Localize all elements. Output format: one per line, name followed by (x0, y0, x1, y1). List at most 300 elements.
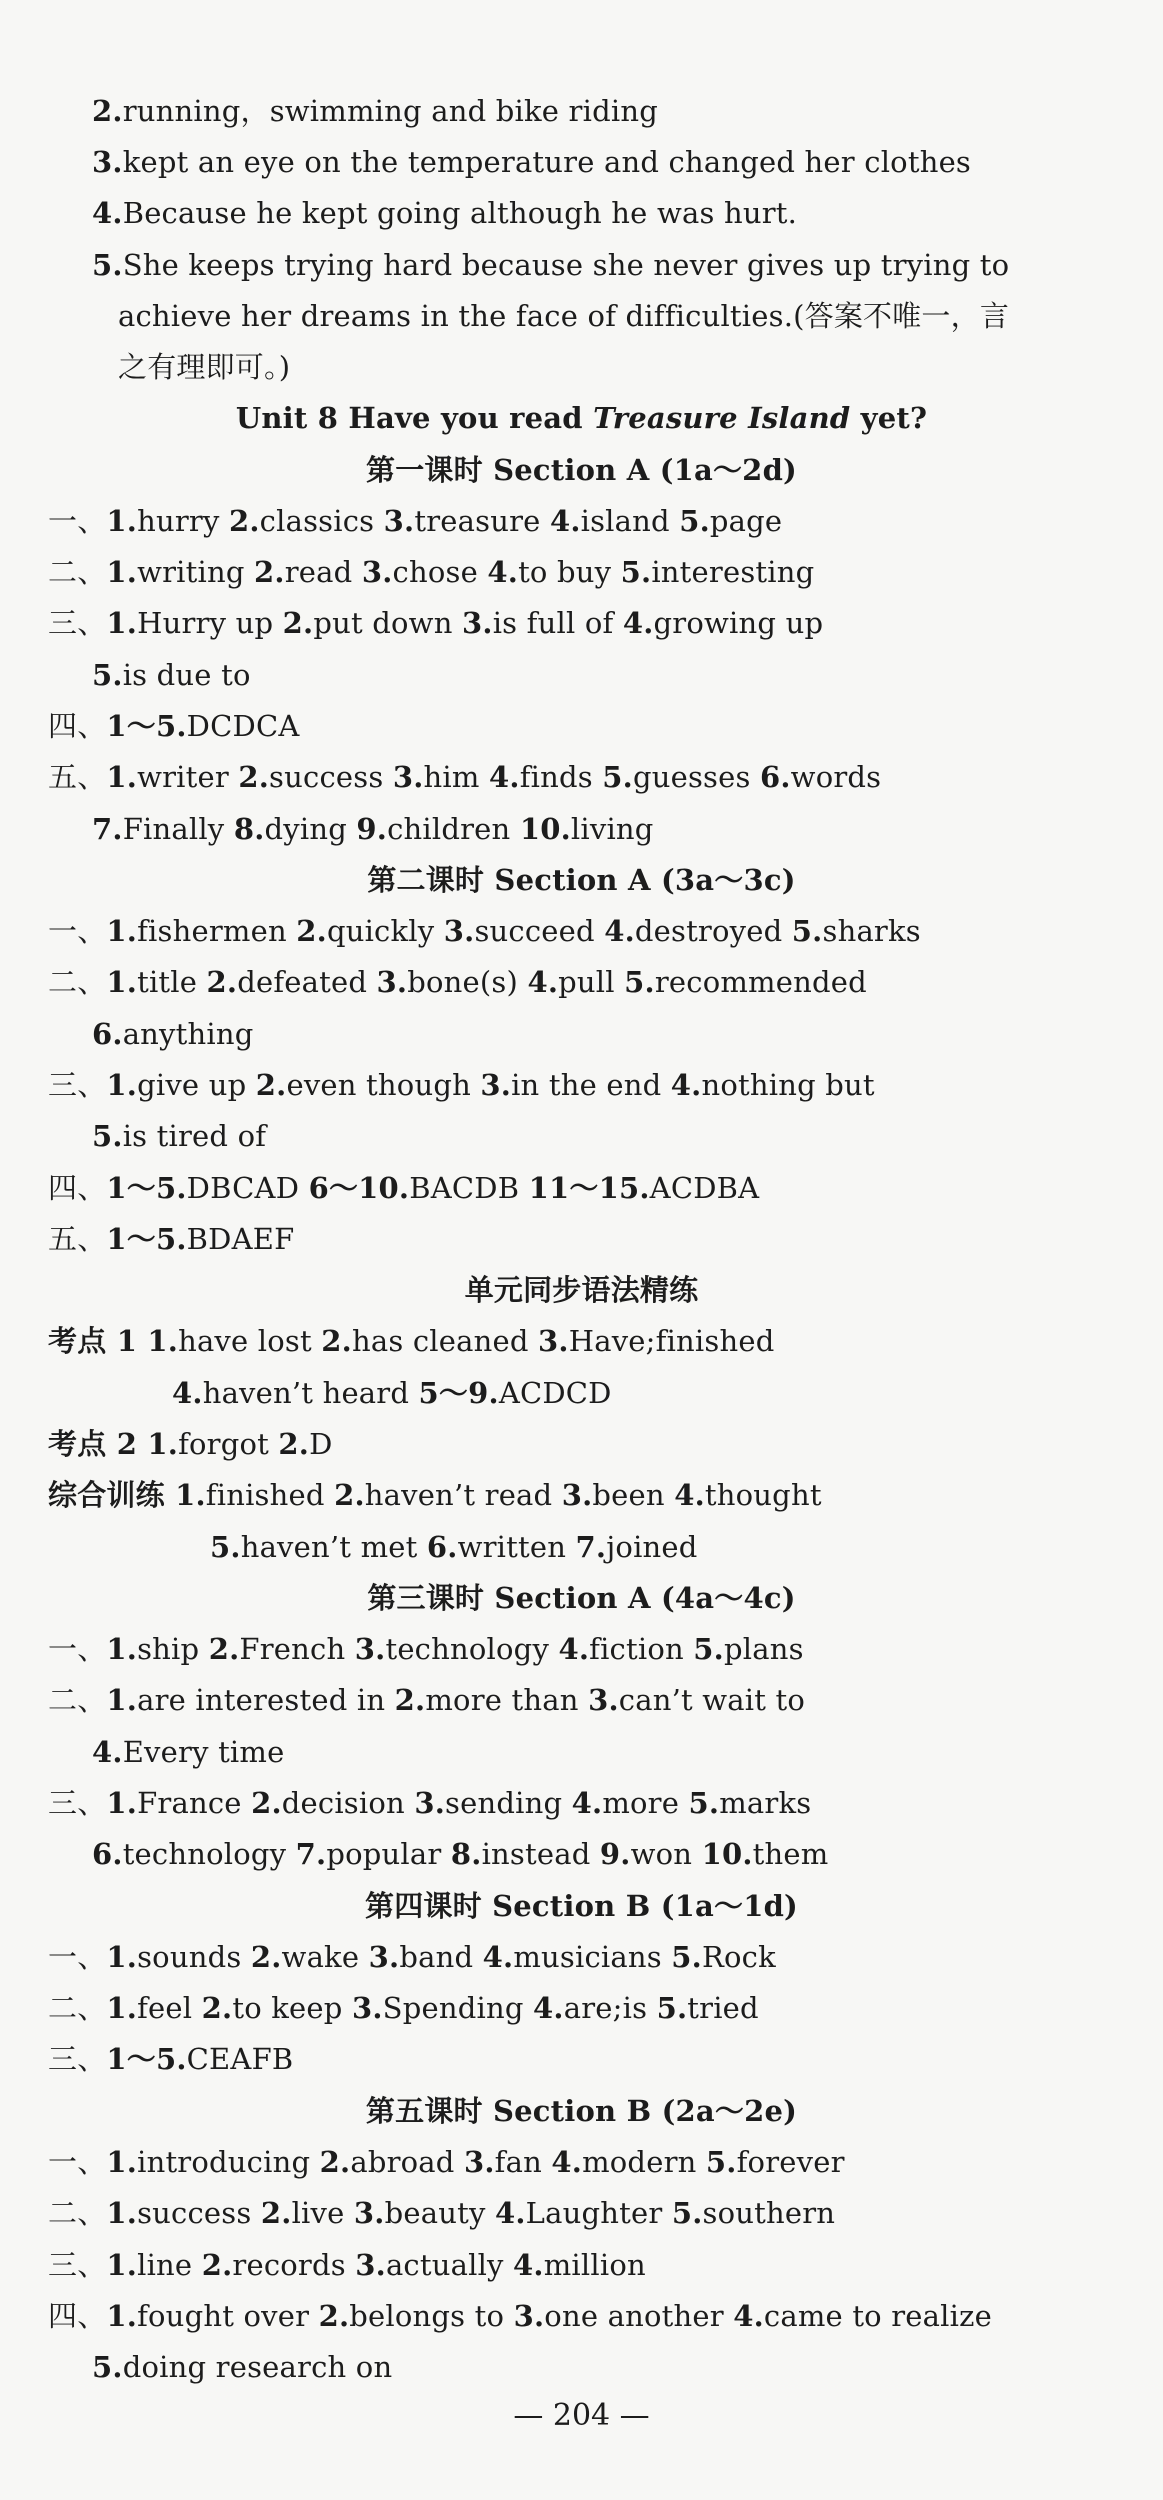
answer-number: 2. (201, 1991, 233, 2025)
answer-line (92, 193, 797, 233)
answer-text: fan (494, 2145, 552, 2179)
answer-number: 4. (513, 2248, 544, 2282)
answer-number: 3. (392, 760, 424, 794)
answer-line (48, 962, 867, 1002)
answer-line (118, 347, 290, 387)
answer-line (48, 2039, 293, 2079)
answer-number: 5. (92, 658, 123, 692)
answer-number: 5. (679, 504, 710, 538)
answer-text: haven’t read (364, 1478, 562, 1512)
answer-text: defeated (237, 965, 377, 999)
answer-number: 第五课时 Section B (2a～2e) (365, 2094, 798, 2128)
answer-number: 5. (602, 760, 633, 794)
answer-line (210, 1527, 698, 1567)
answer-text: French (239, 1632, 355, 1666)
answer-text: can’t wait to (618, 1683, 806, 1717)
answer-number: 4. (92, 1735, 123, 1769)
answer-line (48, 501, 782, 541)
answer-number: 2. (92, 94, 123, 128)
answer-number: 4. (482, 1940, 514, 1974)
answer-number: 3. (361, 555, 393, 589)
answer-number: 2. (201, 2248, 233, 2282)
answer-line (92, 142, 971, 182)
answer-number: 综合训练 (48, 1478, 176, 1512)
answer-line (92, 1014, 254, 1054)
answer-line (48, 1321, 774, 1361)
section-heading (0, 2091, 1163, 2131)
answer-number: 4. (551, 2145, 583, 2179)
answer-number: 考点 2 (48, 1427, 148, 1461)
answer-text: 一、 (48, 504, 107, 538)
answer-number: 1. (106, 1991, 138, 2025)
answer-text: DBCAD (186, 1171, 309, 1205)
answer-text: actually (385, 2248, 514, 2282)
answer-number: 2. (319, 2145, 351, 2179)
answer-number: 1～5. (106, 1171, 187, 1205)
answer-line (48, 1680, 805, 1720)
answer-text: band (399, 1940, 483, 1974)
answer-number: 2. (208, 1632, 240, 1666)
answer-text: 二、 (48, 2196, 107, 2230)
answer-number: 3. (462, 606, 493, 640)
answer-text: Laughter (525, 2196, 672, 2230)
answer-text: writing (137, 555, 255, 589)
answer-text: abroad (350, 2145, 464, 2179)
answer-text: BDAEF (186, 1222, 295, 1256)
answer-text: is full of (492, 606, 623, 640)
answer-text: 三、 (48, 1786, 107, 1820)
answer-text: anything (122, 1017, 254, 1051)
answer-number: 2. (394, 1683, 426, 1717)
answer-text: Hurry up (137, 606, 283, 640)
answer-number: 5. (92, 248, 123, 282)
answer-number: 4. (604, 914, 635, 948)
answer-text: page (709, 504, 783, 538)
answer-number: 3. (353, 2196, 385, 2230)
answer-text: written (457, 1530, 576, 1564)
answer-text: succeed (474, 914, 605, 948)
answer-line (92, 1116, 266, 1156)
answer-text: 二、 (48, 965, 107, 999)
answer-number: 9. (599, 1837, 631, 1871)
answer-number: 1. (106, 1940, 138, 1974)
answer-number: 4. (571, 1786, 603, 1820)
answer-number: 8. (233, 812, 265, 846)
answer-number: 8. (450, 1837, 482, 1871)
answer-text: France (137, 1786, 252, 1820)
answer-number: 第四课时 Section B (1a～1d) (365, 1889, 798, 1923)
answer-number: 7. (295, 1837, 327, 1871)
answer-text: 五、 (48, 760, 107, 794)
answer-text: southern (702, 2196, 836, 2230)
answer-text: marks (719, 1786, 812, 1820)
answer-text: nothing but (701, 1068, 875, 1102)
answer-text: read (284, 555, 362, 589)
answer-text: more (602, 1786, 689, 1820)
answer-text: achieve her dreams in the face of difficulties.(答案不唯一，言 (118, 299, 1010, 333)
answer-text: even though (286, 1068, 481, 1102)
answer-line (48, 1168, 759, 1208)
answer-text: words (790, 760, 882, 794)
answer-text: modern (582, 2145, 706, 2179)
answer-text: has cleaned (351, 1324, 539, 1358)
answer-number: 1. (106, 2299, 138, 2333)
answer-number: 1. (106, 1632, 138, 1666)
answer-line (92, 809, 654, 849)
answer-number: 1～5. (106, 709, 187, 743)
answer-number: 3. (383, 504, 415, 538)
answer-number: 4. (494, 2196, 526, 2230)
answer-number: 6. (759, 760, 791, 794)
answer-number: 5. (624, 965, 655, 999)
answer-text: 三、 (48, 2248, 107, 2282)
answer-text: recommended (654, 965, 867, 999)
answer-text: them (752, 1837, 829, 1871)
answer-number: 3. (355, 2248, 386, 2282)
answer-line (92, 91, 658, 131)
section-heading (0, 1270, 1163, 1310)
answer-text: 三、 (48, 1068, 107, 1102)
answer-number: 2. (254, 555, 285, 589)
answer-text: 一、 (48, 1632, 107, 1666)
answer-line (48, 1475, 822, 1515)
answer-text: are interested in (137, 1683, 395, 1717)
answer-line (48, 1937, 776, 1977)
answer-number: 2. (278, 1427, 310, 1461)
answer-line (48, 2142, 845, 2182)
answer-number: 4. (549, 504, 581, 538)
answer-number: 1. (147, 1427, 179, 1461)
answer-text: are;is (563, 1991, 657, 2025)
answer-number: 4. (527, 965, 559, 999)
answer-text: ship (137, 1632, 209, 1666)
answer-text: finds (519, 760, 603, 794)
answer-number: 2. (238, 760, 270, 794)
answer-line (48, 1065, 875, 1105)
answer-text: to buy (518, 555, 621, 589)
answer-number: 3. (443, 914, 475, 948)
answer-text: 三、 (48, 606, 107, 640)
answer-text: joined (606, 1530, 698, 1564)
answer-line (48, 2193, 835, 2233)
answer-text: dying (264, 812, 357, 846)
answer-number: 2. (206, 965, 238, 999)
answer-text: came to realize (763, 2299, 992, 2333)
answer-number: 1. (106, 2196, 138, 2230)
answer-line (48, 1783, 811, 1823)
answer-text: 一、 (48, 914, 107, 948)
answer-number: 4. (92, 196, 123, 230)
answer-text: him (423, 760, 490, 794)
answer-number: 5. (671, 1940, 702, 1974)
page-number: — 204 — (513, 2398, 650, 2433)
answer-line (48, 911, 921, 951)
answer-number: 5. (705, 2145, 737, 2179)
section-heading (0, 1578, 1163, 1618)
answer-number: 7. (92, 812, 123, 846)
answer-number: 2. (251, 1786, 282, 1820)
answer-number: 2. (321, 1324, 352, 1358)
answer-text: haven’t met (240, 1530, 427, 1564)
answer-text: Spending (382, 1991, 534, 2025)
answer-line (92, 1834, 828, 1874)
answer-number: 3. (414, 1786, 446, 1820)
answer-line (172, 1373, 612, 1413)
answer-number: 1. (106, 965, 138, 999)
answer-number: 2. (255, 1068, 287, 1102)
answer-line (48, 1988, 759, 2028)
answer-number: 3. (376, 965, 408, 999)
answer-text: technology (122, 1837, 296, 1871)
answer-text: growing up (653, 606, 824, 640)
answer-text: hurry (137, 504, 229, 538)
answer-number: 1～5. (106, 1222, 187, 1256)
answer-number: 6. (92, 1017, 123, 1051)
answer-line (92, 1732, 284, 1772)
answer-text: ACDBA (649, 1171, 760, 1205)
answer-text: finished (205, 1478, 335, 1512)
answer-number: 第一课时 Section A (1a～2d) (366, 453, 797, 487)
answer-text: records (232, 2248, 356, 2282)
answer-number: 3. (538, 1324, 569, 1358)
answer-text: ACDCD (498, 1376, 612, 1410)
answer-text: 一、 (48, 2145, 107, 2179)
answer-text: popular (326, 1837, 451, 1871)
answer-text: island (580, 504, 680, 538)
answer-number: 2. (334, 1478, 365, 1512)
section-heading (0, 450, 1163, 490)
answer-number: 5. (791, 914, 823, 948)
answer-number: 5. (92, 2350, 123, 2384)
answer-number: 4. (558, 1632, 590, 1666)
answer-text: wake (281, 1940, 369, 1974)
answer-text: running，swimming and bike riding (122, 94, 658, 128)
answer-line (48, 1629, 804, 1669)
answer-text: 四、 (48, 709, 107, 743)
answer-number: 1. (106, 504, 138, 538)
answer-number: 5. (671, 2196, 703, 2230)
unit-title-book: Treasure Island (593, 401, 851, 435)
answer-number: 2. (282, 606, 314, 640)
answer-number: 4. (733, 2299, 764, 2333)
answer-line (48, 1219, 294, 1259)
answer-number: 第三课时 Section A (4a～4c) (367, 1581, 796, 1615)
unit-title (0, 398, 1163, 438)
answer-number: 10. (519, 812, 571, 846)
answer-line (48, 552, 814, 592)
answer-number: 3. (588, 1683, 619, 1717)
answer-number: 5. (210, 1530, 241, 1564)
answer-text: pull (558, 965, 625, 999)
answer-text: D (309, 1427, 333, 1461)
answer-number: 1. (106, 1786, 138, 1820)
answer-text: Because he kept going although he was hurt. (122, 196, 798, 230)
answer-text: bone(s) (407, 965, 528, 999)
answer-text: instead (481, 1837, 600, 1871)
answer-number: 1. (106, 2248, 138, 2282)
answer-number: 5. (688, 1786, 720, 1820)
answer-number: 考点 1 (48, 1324, 148, 1358)
answer-text: is due to (122, 658, 251, 692)
answer-number: 4. (674, 1478, 705, 1512)
answer-text: one another (544, 2299, 734, 2333)
answer-text: title (137, 965, 207, 999)
answer-number: 3. (480, 1068, 512, 1102)
answer-line (48, 603, 823, 643)
answer-text: doing research on (122, 2350, 393, 2384)
answer-text: beauty (384, 2196, 495, 2230)
answer-text: 三、 (48, 2042, 107, 2076)
answer-text: tried (687, 1991, 759, 2025)
answer-number: 3. (368, 1940, 400, 1974)
answer-text: put down (313, 606, 462, 640)
answer-number: 5. (693, 1632, 724, 1666)
answer-number: 6. (426, 1530, 458, 1564)
answer-line (92, 655, 251, 695)
answer-text: She keeps trying hard because she never gives up trying to (122, 248, 1010, 282)
answer-number: 1. (106, 555, 138, 589)
answer-number: 4. (670, 1068, 702, 1102)
answer-number: 1. (106, 760, 138, 794)
answer-text: 二、 (48, 555, 107, 589)
answer-text: treasure (414, 504, 550, 538)
answer-number: 4. (622, 606, 654, 640)
answer-number: 5～9. (418, 1376, 499, 1410)
answer-text: haven’t heard (202, 1376, 419, 1410)
answer-text: decision (281, 1786, 415, 1820)
answer-text: Have;finished (568, 1324, 775, 1358)
answer-number: 9. (356, 812, 388, 846)
answer-number: 5. (620, 555, 652, 589)
answer-text: give up (137, 1068, 256, 1102)
answer-text: thought (704, 1478, 822, 1512)
answer-number: 10. (701, 1837, 753, 1871)
answer-line (92, 2347, 392, 2387)
answer-text: been (592, 1478, 675, 1512)
answer-text: Every time (122, 1735, 285, 1769)
answer-number: 2. (260, 2196, 292, 2230)
answer-number: 4. (533, 1991, 564, 2025)
section-heading (0, 1886, 1163, 1926)
answer-text: classics (259, 504, 384, 538)
answer-line (48, 2296, 992, 2336)
answer-text: chose (392, 555, 488, 589)
answer-number: 第二课时 Section A (3a～3c) (367, 863, 796, 897)
answer-number: 11～15. (528, 1171, 650, 1205)
answer-text: musicians (513, 1940, 672, 1974)
answer-text: Rock (701, 1940, 776, 1974)
answer-line (48, 2245, 646, 2285)
answer-number: 3. (354, 1632, 386, 1666)
answer-number: 3. (561, 1478, 593, 1512)
answer-number: 2. (318, 2299, 350, 2333)
answer-text: forever (736, 2145, 845, 2179)
answer-number: 3. (92, 145, 123, 179)
answer-number: 3. (463, 2145, 495, 2179)
answer-text: children (387, 812, 520, 846)
answer-text: have lost (178, 1324, 322, 1358)
answer-line (48, 706, 300, 746)
answer-text: kept an eye on the temperature and changed her clothes (122, 145, 972, 179)
answer-text: DCDCA (186, 709, 300, 743)
answer-text: success (269, 760, 393, 794)
answer-text: writer (137, 760, 239, 794)
answer-text: success (137, 2196, 261, 2230)
answer-number: 1. (106, 2145, 138, 2179)
answer-text: sharks (822, 914, 921, 948)
answer-text: 二、 (48, 1683, 107, 1717)
answer-number: 1. (106, 914, 138, 948)
answer-text: to keep (232, 1991, 352, 2025)
answer-line (92, 245, 1009, 285)
answer-text: BACDB (409, 1171, 529, 1205)
answer-number: 2. (228, 504, 260, 538)
answer-number: 5. (92, 1119, 123, 1153)
answer-line (118, 296, 1009, 336)
answer-text: line (137, 2248, 202, 2282)
answer-text: is tired of (122, 1119, 267, 1153)
answer-text: live (291, 2196, 354, 2230)
answer-text: 四、 (48, 2299, 107, 2333)
answer-number: 2. (250, 1940, 282, 1974)
answer-number: 5. (656, 1991, 688, 2025)
answer-number: 6～10. (308, 1171, 410, 1205)
answer-text: 之有理即可。) (118, 350, 291, 384)
answer-number: 4. (172, 1376, 203, 1410)
answer-number: 4. (487, 555, 519, 589)
answer-text: in the end (511, 1068, 671, 1102)
answer-text: introducing (137, 2145, 320, 2179)
answer-number: 1. (106, 606, 138, 640)
answer-text: Finally (122, 812, 234, 846)
answer-number: 2. (296, 914, 327, 948)
answer-text: sounds (137, 1940, 251, 1974)
answer-text: 二、 (48, 1991, 107, 2025)
answer-number: 6. (92, 1837, 123, 1871)
answer-text: sending (445, 1786, 572, 1820)
answer-line (48, 1424, 333, 1464)
answer-number: 1. (106, 1683, 138, 1717)
answer-number: 1. (106, 1068, 138, 1102)
answer-text: fought over (137, 2299, 319, 2333)
answer-text: destroyed (634, 914, 792, 948)
answer-number: 4. (489, 760, 520, 794)
answer-number: 1～5. (106, 2042, 187, 2076)
answer-text: forgot (178, 1427, 279, 1461)
answer-text: CEAFB (186, 2042, 294, 2076)
answer-line (48, 757, 881, 797)
answer-number: 1. (175, 1478, 206, 1512)
answer-text: plans (723, 1632, 804, 1666)
answer-text: 一、 (48, 1940, 107, 1974)
answer-text: million (543, 2248, 646, 2282)
answer-number: 1. (147, 1324, 179, 1358)
answer-text: quickly (326, 914, 444, 948)
answer-number: 3. (513, 2299, 545, 2333)
section-heading (0, 860, 1163, 900)
unit-title-suffix: yet? (850, 401, 928, 435)
answer-text: 四、 (48, 1171, 107, 1205)
answer-text: fishermen (137, 914, 297, 948)
answer-text: technology (385, 1632, 559, 1666)
answer-number: 7. (575, 1530, 607, 1564)
answer-text: feel (137, 1991, 202, 2025)
answer-text: guesses (632, 760, 760, 794)
answer-text: living (570, 812, 654, 846)
answer-text: belongs to (349, 2299, 514, 2333)
unit-title-prefix: Unit 8 Have you read (235, 401, 594, 435)
answer-number: 3. (351, 1991, 383, 2025)
